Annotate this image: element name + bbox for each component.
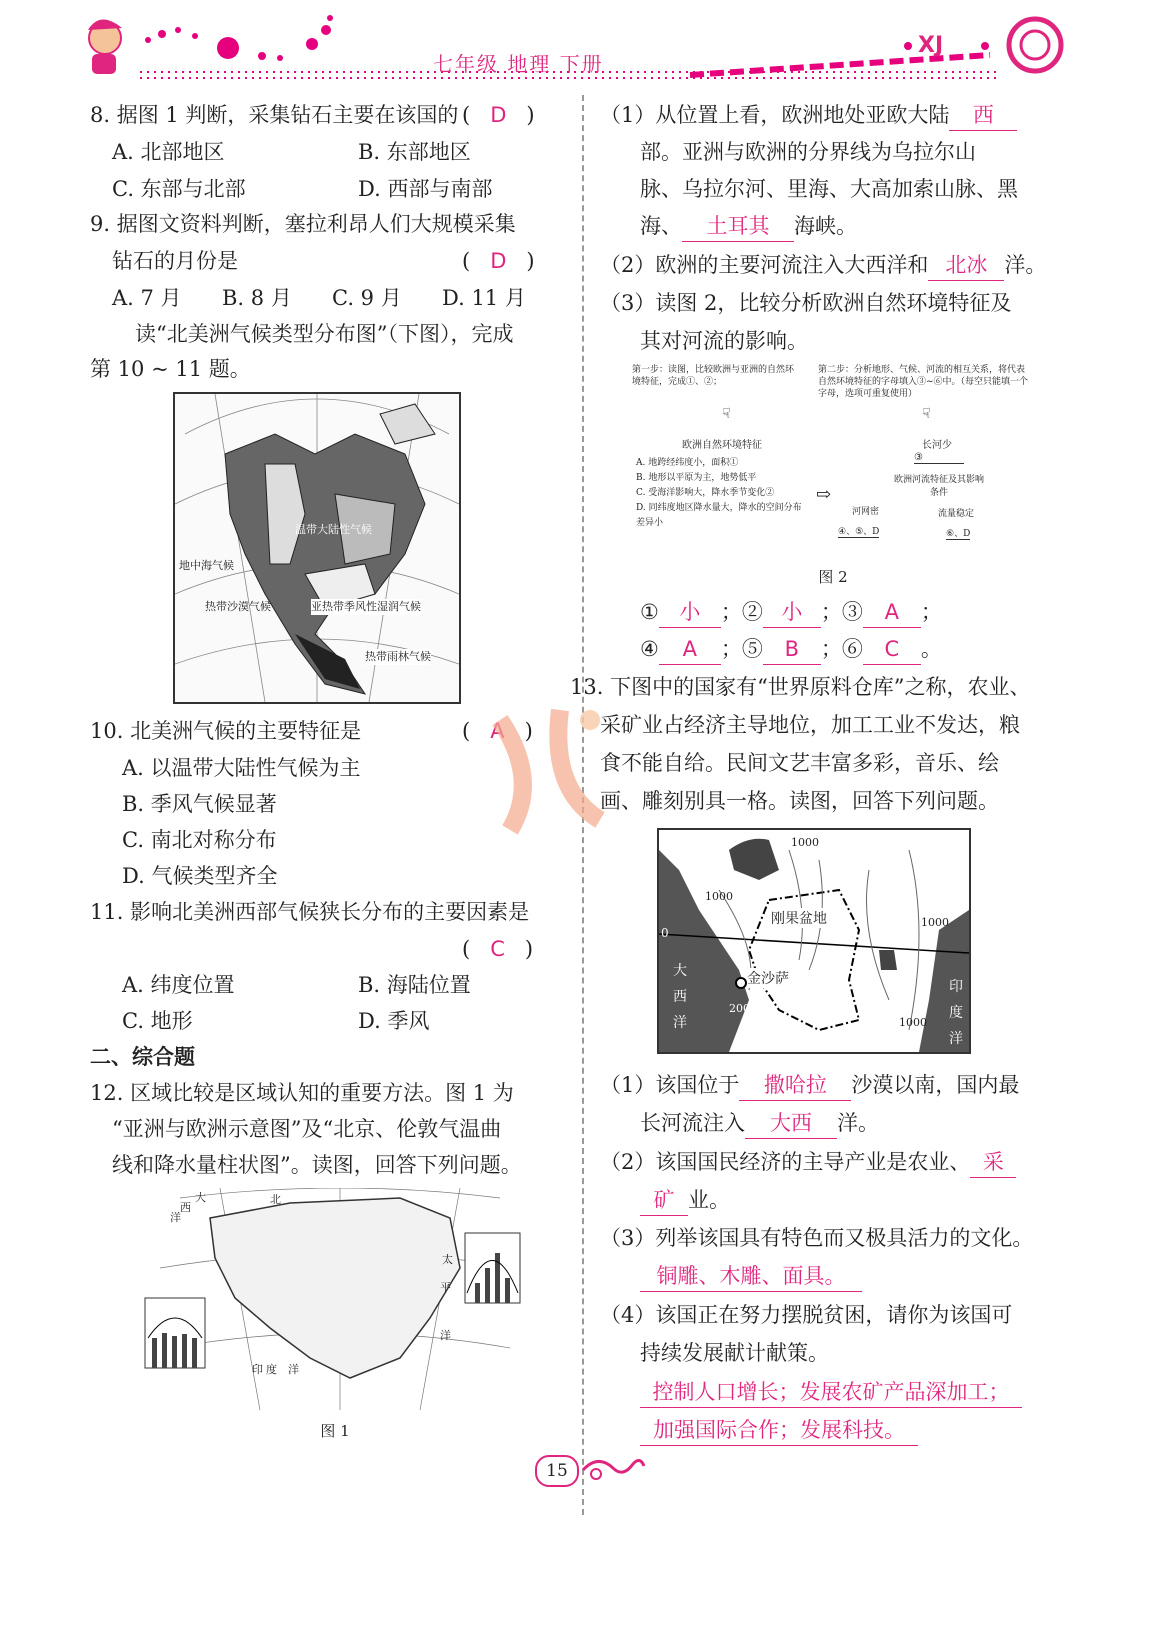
label-contour-1: 1000 bbox=[791, 836, 819, 849]
q13-line-2: 采矿业占经济主导地位，加工工业不发达，粮 bbox=[600, 713, 1020, 737]
s3-line-1: （3）列举该国具有特色而又极具活力的文化。 bbox=[600, 1226, 1034, 1250]
intro-10-11: 读“北美洲气候类型分布图”（下图），完成 bbox=[135, 322, 514, 346]
q11-option-d: D. 季风 bbox=[358, 1009, 430, 1033]
page-number: 15 bbox=[535, 1455, 579, 1487]
fig2-step1: 第一步：读图，比较欧洲与亚洲的自然环境特征，完成①、②； bbox=[632, 365, 795, 387]
p1-line-4: 海、 土耳其 海峡。 bbox=[640, 207, 857, 245]
map-label-du: 度 bbox=[266, 1363, 277, 1376]
fig1-caption: 图 1 bbox=[320, 1422, 350, 1440]
footer-ornament bbox=[578, 1452, 648, 1486]
q11-option-c: C. 地形 bbox=[122, 1009, 193, 1033]
q9-option-b: B. 8 月 bbox=[222, 286, 292, 310]
q9-option-d: D. 11 月 bbox=[442, 286, 526, 310]
q10-option-a: A. 以温带大陆性气候为主 bbox=[122, 756, 361, 780]
q8-option-c: C. 东部与北部 bbox=[112, 177, 246, 201]
london-climate-chart bbox=[145, 1298, 205, 1368]
q9-option-a: A. 7 月 bbox=[112, 286, 182, 310]
map-label-yang3: 洋 bbox=[288, 1363, 299, 1376]
p1-line-2: 部。亚洲与欧洲的分界线为乌拉尔山 bbox=[640, 140, 976, 164]
label-indian-3: 洋 bbox=[949, 1031, 963, 1047]
label-indian-2: 度 bbox=[949, 1005, 963, 1021]
q13-line-4: 画、雕刻别具一格。读图，回答下列问题。 bbox=[600, 789, 999, 813]
label-tropical-desert: 热带沙漠气候 bbox=[205, 600, 271, 613]
label-kinshasa: 金沙萨 bbox=[747, 968, 789, 988]
label-atlantic-1: 大 bbox=[673, 963, 687, 979]
s1-line-1: （1）该国位于 撒哈拉 沙漠以南，国内最 bbox=[600, 1066, 1019, 1104]
q8-answer: ( D ) bbox=[462, 103, 535, 127]
q11-stem: 11. 影响北美洲西部气候狭长分布的主要因素是 bbox=[90, 900, 530, 924]
s2-line-2: 矿 业。 bbox=[640, 1181, 730, 1219]
label-contour-5: 200 bbox=[729, 1002, 750, 1015]
label-subtropical-monsoon: 亚热带季风性湿润气候 bbox=[311, 600, 421, 613]
q9-stem: 9. 据图文资料判断，塞拉利昂人们大规模采集 bbox=[90, 212, 516, 236]
label-congo-basin: 刚果盆地 bbox=[771, 908, 827, 928]
hand-pointer-icon: ☟ bbox=[722, 406, 731, 422]
q10-option-c: C. 南北对称分布 bbox=[122, 828, 277, 852]
s4-answer-2: 加强国际合作；发展科技。 bbox=[640, 1411, 918, 1449]
mascot-icon bbox=[88, 19, 122, 74]
figure-2-diagram bbox=[632, 364, 1032, 554]
map-label-bei: 北 bbox=[270, 1193, 281, 1206]
asia-europe-map bbox=[140, 1188, 540, 1410]
section-heading: 二、综合题 bbox=[90, 1044, 195, 1069]
map-label-yang: 洋 bbox=[170, 1211, 181, 1224]
q9-option-c: C. 9 月 bbox=[332, 286, 402, 310]
p1-line-1: （1）从位置上看，欧洲地处亚欧大陆 西 bbox=[600, 96, 1017, 134]
fig2-answers-row2: ④ A ；⑤ B ；⑥ C 。 bbox=[640, 630, 942, 668]
p2-line: （2）欧洲的主要河流注入大西洋和 北冰 洋。 bbox=[600, 246, 1046, 284]
label-indian-1: 印 bbox=[949, 979, 963, 995]
s4-answer-1: 控制人口增长；发展农矿产品深加工； bbox=[640, 1373, 1022, 1411]
map-label-yang2: 洋 bbox=[440, 1329, 451, 1342]
s1-line-2: 长河流注入 大西 洋。 bbox=[640, 1104, 879, 1142]
fig2-step2: 第二步：分析地形、气候、河流的相互关系，将代表自然环境特征的字母填入③~⑥中。（每空只能填一个字母，选项可重复使用） bbox=[818, 365, 1029, 399]
p3-line-1: （3）读图 2，比较分析欧洲自然环境特征及 bbox=[600, 291, 1012, 315]
map-label-tai: 太 bbox=[442, 1253, 453, 1266]
fig2-r2: ③ bbox=[914, 452, 964, 464]
label-tropical-rainforest: 热带雨林气候 bbox=[365, 650, 431, 663]
edition-badge: XJ bbox=[918, 33, 944, 58]
s3-answer: 铜雕、木雕、面具。 bbox=[640, 1257, 862, 1295]
q13-line-1: 13. 下图中的国家有“世界原料仓库”之称，农业、 bbox=[570, 675, 1031, 699]
s2-line-1: （2）该国国民经济的主导产业是农业、 采 bbox=[600, 1143, 1016, 1181]
q8-option-a: A. 北部地区 bbox=[112, 140, 225, 164]
q11-answer: ( C ) bbox=[462, 937, 534, 961]
label-contour-3: 1000 bbox=[921, 916, 949, 929]
hand-pointer-icon-2: ☟ bbox=[922, 406, 931, 422]
fig2-answers-row1: ① 小 ；② 小 ；③ A ； bbox=[640, 593, 942, 631]
q11-option-b: B. 海陆位置 bbox=[358, 973, 471, 997]
q8-stem: 8. 据图 1 判断，采集钻石主要在该国的 bbox=[90, 103, 459, 127]
p3-line-2: 其对河流的影响。 bbox=[640, 329, 808, 353]
fig2-caption: 图 2 bbox=[818, 568, 848, 586]
map-label-xi: 西 bbox=[180, 1201, 191, 1214]
beijing-climate-chart bbox=[465, 1233, 520, 1303]
fig2-r4: 流量稳定 bbox=[938, 509, 975, 519]
q12-line-1: 12. 区域比较是区域认知的重要方法。图 1 为 bbox=[90, 1081, 514, 1105]
q12-line-2: “亚洲与欧洲示意图”及“北京、伦敦气温曲 bbox=[112, 1117, 502, 1141]
map-label-da: 大 bbox=[195, 1191, 206, 1204]
q10-stem: 10. 北美洲气候的主要特征是 bbox=[90, 719, 362, 743]
q8-option-d: D. 西部与南部 bbox=[358, 177, 493, 201]
q9-answer: ( D ) bbox=[462, 249, 535, 273]
fig2-right-title: 欧洲河流特征及其影响条件 bbox=[894, 475, 985, 498]
label-contour-4: 1000 bbox=[899, 1016, 927, 1029]
arrow-icon: ⇨ bbox=[816, 484, 832, 505]
label-contour-2: 1000 bbox=[705, 890, 733, 903]
fig2-r5: ④、⑤、D bbox=[838, 524, 879, 538]
fig2-r6: ⑥、D bbox=[946, 526, 970, 540]
q10-answer: ( A ) bbox=[462, 719, 533, 743]
congo-map bbox=[657, 828, 971, 1054]
label-atlantic-3: 洋 bbox=[673, 1015, 687, 1031]
label-atlantic-2: 西 bbox=[673, 989, 687, 1005]
fig2-box-title: 欧洲自然环境特征 bbox=[682, 440, 762, 451]
watermark-logo bbox=[480, 700, 620, 840]
header-title: 七年级 地理 下册 bbox=[433, 52, 604, 76]
q9-stem-cont: 钻石的月份是 bbox=[112, 249, 238, 273]
q8-option-b: B. 东部地区 bbox=[358, 140, 471, 164]
fig2-r3: 河网密 bbox=[852, 507, 880, 517]
label-mediterranean: 地中海气候 bbox=[179, 559, 234, 572]
q10-option-d: D. 气候类型齐全 bbox=[122, 864, 278, 888]
q10-option-b: B. 季风气候显著 bbox=[122, 792, 277, 816]
fig2-items: A. 地跨经纬度小，面积① B. 地形以平原为主，地势低平 C. 受海洋影响大，降水季节变化② D. 同纬度地区降水量大，降水的空间分布差异小 bbox=[636, 458, 802, 528]
s4-line-1: （4）该国正在努力摆脱贫困，请你为该国可 bbox=[600, 1303, 1013, 1327]
north-america-climate-map bbox=[173, 392, 461, 704]
fig2-r1: 长河少 bbox=[922, 440, 952, 451]
q11-option-a: A. 纬度位置 bbox=[122, 973, 235, 997]
label-equator: 0 bbox=[661, 926, 669, 940]
label-continental: 温带大陆性气候 bbox=[295, 523, 372, 536]
q12-line-3: 线和降水量柱状图”。读图，回答下列问题。 bbox=[112, 1153, 522, 1177]
q13-line-3: 食不能自给。民间文艺丰富多彩，音乐、绘 bbox=[600, 751, 999, 775]
map-label-ping: 平 bbox=[440, 1281, 451, 1294]
intro-10-11-cont: 第 10 ~ 11 题。 bbox=[90, 357, 251, 381]
p1-line-3: 脉、乌拉尔河、里海、大高加索山脉、黑 bbox=[640, 177, 1018, 201]
s4-line-2: 持续发展献计献策。 bbox=[640, 1341, 829, 1365]
map-label-yin: 印 bbox=[252, 1363, 263, 1376]
